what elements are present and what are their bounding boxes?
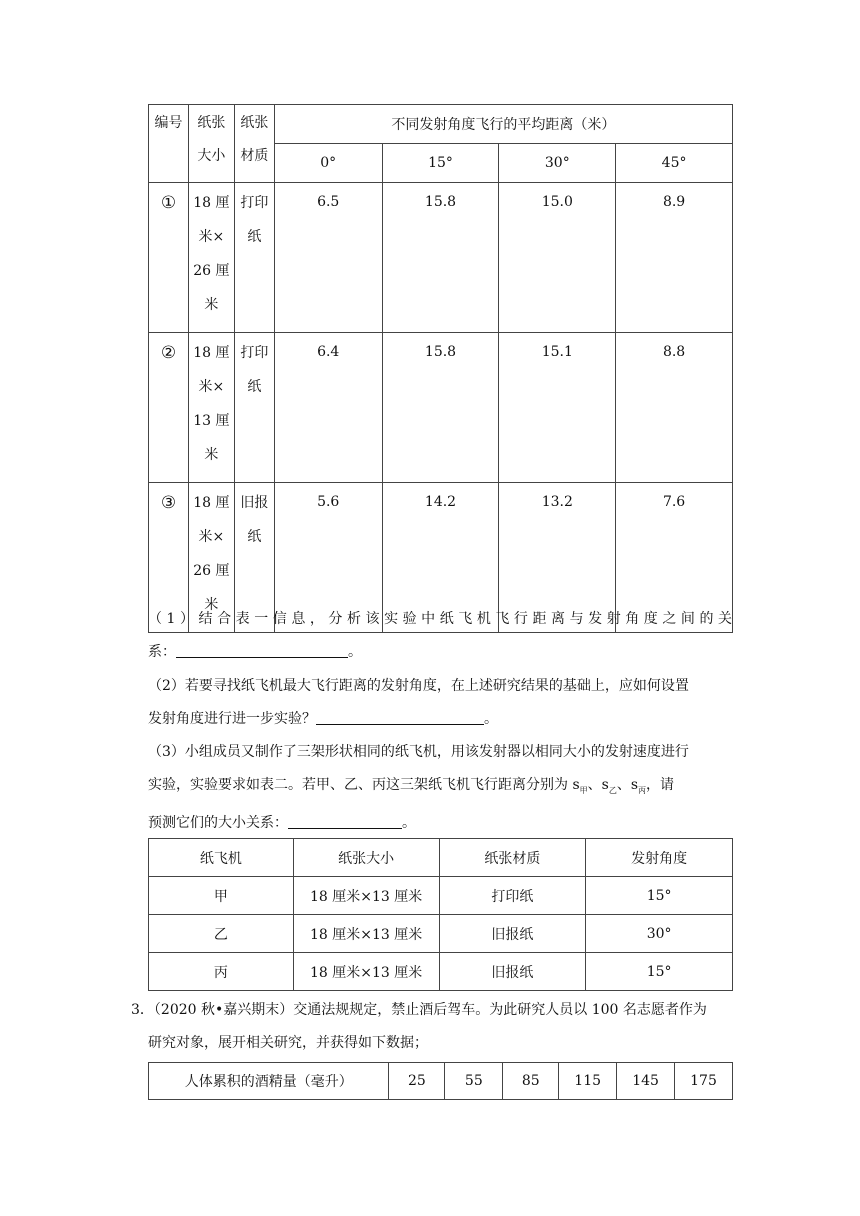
answer-blank-2[interactable] [316,708,484,725]
table-cell: 丙 [149,953,294,991]
header-angle-15: 15° [382,144,499,183]
question-3-line-1: （3）小组成员又制作了三架形状相同的纸飞机，用该发射器以相同大小的发射速度进行 [148,744,689,760]
table-row [149,877,733,915]
table-row [149,1063,733,1100]
table-cell: 乙 [149,915,294,953]
value-cell: 8.9 [616,183,733,333]
value-cell: 15.8 [382,333,499,483]
value-cell: 6.5 [274,183,382,333]
question-3-line-2: 实验，实验要求如表二。若甲、乙、丙这三架纸飞机飞行距离分别为 $s_甲$、$s_乙$、$s_丙$，请 [148,777,675,795]
table-cell: 15° [586,877,733,915]
value-cell: 13.2 [499,483,616,633]
row-id: ② [149,333,189,483]
answer-blank-3[interactable] [288,812,402,829]
table-row [149,915,733,953]
table-cell: 25 [389,1063,445,1100]
problem-3-line-1: 3．（2020 秋•嘉兴期末）交通法规规定，禁止酒后驾车。为此研究人员以 100 名志愿者作为 [131,1002,707,1018]
table-cell: 18 厘米×13 厘米 [293,953,439,991]
table-cell: 18 厘米×13 厘米 [293,915,439,953]
question-1-line-1: （1）结合表一信息，分析该实验中纸飞机飞行距离与发射角度之间的关 [148,611,733,627]
table-cell: 85 [503,1063,559,1100]
value-cell: 8.8 [616,333,733,483]
question-1-line-2: 系： 。 [148,636,733,669]
table-header-row [149,839,733,877]
value-cell: 5.6 [274,483,382,633]
question-2-line-1: （2）若要寻找纸飞机最大飞行距离的发射角度，在上述研究结果的基础上，应如何设置 [148,678,689,694]
table-cell: 55 [445,1063,503,1100]
header-cell: 纸张材质 [439,839,586,877]
question-1 [148,603,733,669]
header-angle-0: 0° [274,144,382,183]
row-size: 18 厘 米× 13 厘 米 [188,333,234,483]
header-paper-size: 纸张 大小 [188,105,234,183]
table-cell: 打印纸 [439,877,586,915]
table-cell: 旧报纸 [439,915,586,953]
question-3-line-3: 预测它们的大小关系： 。 [148,807,733,840]
header-angle-45: 45° [616,144,733,183]
question-2-line-2: 发射角度进行进一步实验？ 。 [148,703,733,736]
table-cell: 甲 [149,877,294,915]
problem-3-line-2: 研究对象，展开相关研究，并获得如下数据； [148,1035,428,1051]
row-label: 人体累积的酒精量（毫升） [149,1063,389,1100]
row-size: 18 厘 米× 26 厘 米 [188,183,234,333]
header-average-distance: 不同发射角度飞行的平均距离（米） [274,105,732,144]
value-cell: 7.6 [616,483,733,633]
table-row [149,183,733,333]
table-cell: 旧报纸 [439,953,586,991]
table-row [149,333,733,483]
row-material: 旧报 纸 [234,483,274,633]
header-paper-material: 纸张 材质 [234,105,274,183]
table-cell: 145 [617,1063,675,1100]
row-material: 打印 纸 [234,183,274,333]
table-cell: 30° [586,915,733,953]
header-cell: 纸飞机 [149,839,294,877]
value-cell: 15.8 [382,183,499,333]
problem-3 [131,994,733,1060]
table-cell: 15° [586,953,733,991]
value-cell: 15.1 [499,333,616,483]
header-number: 编号 [149,105,189,183]
header-cell: 纸张大小 [293,839,439,877]
value-cell: 6.4 [274,333,382,483]
value-cell: 15.0 [499,183,616,333]
question-3 [148,736,733,840]
table-cell: 18 厘米×13 厘米 [293,877,439,915]
table-row [149,953,733,991]
experiment-table-1 [148,104,733,633]
answer-blank-1[interactable] [176,641,348,658]
row-id: ① [149,183,189,333]
experiment-table-2 [148,838,733,991]
alcohol-table [148,1062,733,1100]
row-id: ③ [149,483,189,633]
row-size: 18 厘 米× 26 厘 米 [188,483,234,633]
header-cell: 发射角度 [586,839,733,877]
value-cell: 14.2 [382,483,499,633]
table-cell: 175 [675,1063,733,1100]
header-angle-30: 30° [499,144,616,183]
row-material: 打印 纸 [234,333,274,483]
table-cell: 115 [559,1063,617,1100]
question-2 [148,670,733,736]
